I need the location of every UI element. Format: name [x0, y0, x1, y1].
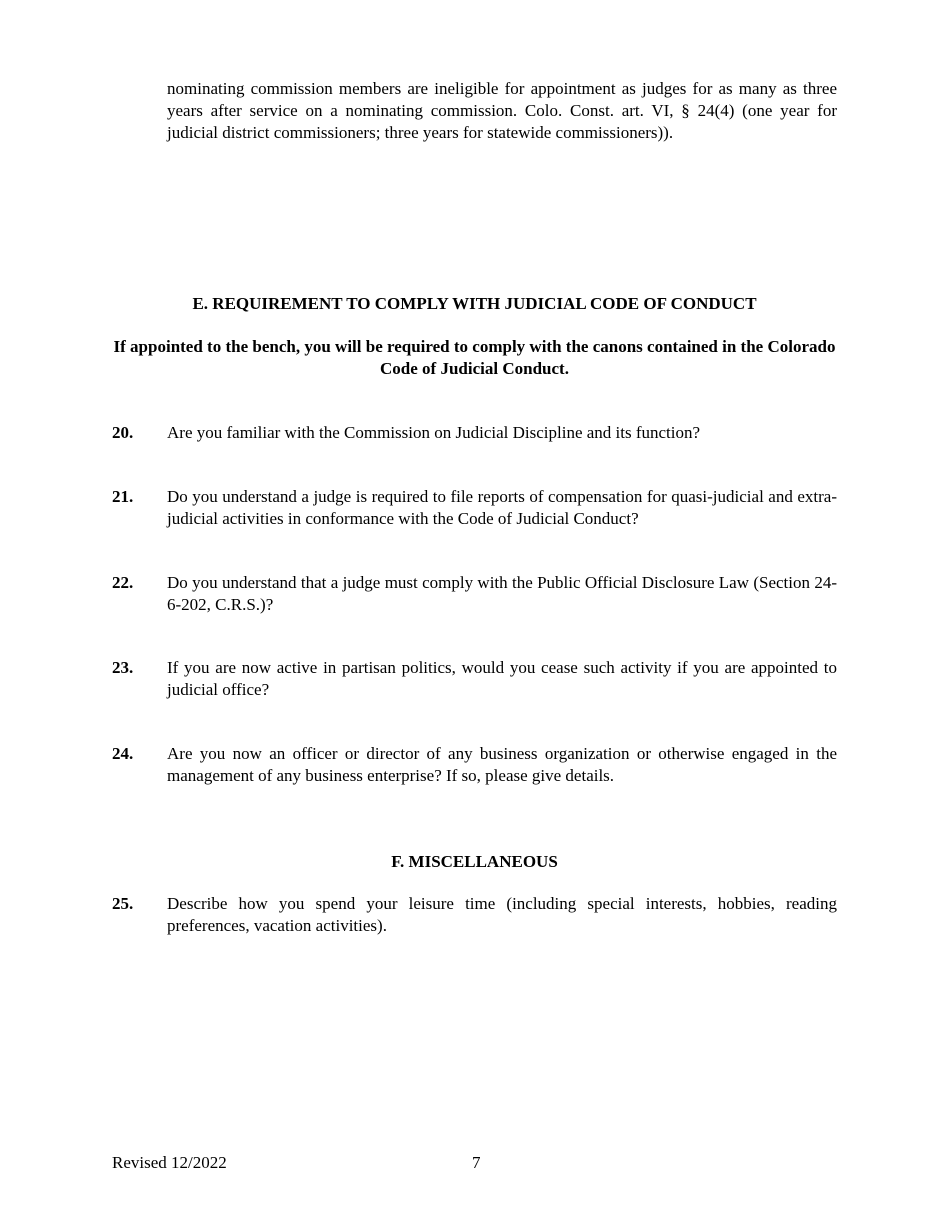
continuation-paragraph: nominating commission members are ineligible for appointment as judges for as many as three years after service on a nominating commission. Colo. Const. art. VI, § 24(4) (one year for judicial district commissioners; three years for statewide commissioners)). — [167, 79, 837, 142]
footer-revision: Revised 12/2022 — [112, 1153, 227, 1172]
section-e-subheading: If appointed to the bench, you will be required to comply with the canons contained in the Colorado Code of Judicial Conduct. — [113, 337, 836, 378]
question-number: 20. — [112, 423, 134, 442]
question-text: Do you understand that a judge must comply with the Public Official Disclosure Law (Section 24-6-202, C.R.S.)? — [167, 573, 837, 614]
question-text: If you are now active in partisan politics, would you cease such activity if you are appointed to judicial office? — [167, 658, 837, 699]
question-number: 25. — [112, 894, 134, 913]
question-number: 23. — [112, 658, 134, 677]
question-text: Do you understand a judge is required to file reports of compensation for quasi-judicial and extra-judicial activities in conformance with the Code of Judicial Conduct? — [167, 487, 837, 528]
question-number: 22. — [112, 573, 134, 592]
section-e-heading: E. REQUIREMENT TO COMPLY WITH JUDICIAL CODE OF CONDUCT — [192, 294, 757, 313]
question-number: 21. — [112, 487, 134, 506]
footer-page-number: 7 — [472, 1153, 481, 1172]
question-text: Are you familiar with the Commission on Judicial Discipline and its function? — [167, 423, 701, 442]
question-text: Are you now an officer or director of any business organization or otherwise engaged in the management of any business enterprise? If so, please give details. — [167, 744, 837, 785]
question-number: 24. — [112, 744, 134, 763]
question-text: Describe how you spend your leisure time (including special interests, hobbies, reading preferences, vacation activities). — [167, 894, 837, 935]
section-f-heading: F. MISCELLANEOUS — [391, 852, 558, 871]
